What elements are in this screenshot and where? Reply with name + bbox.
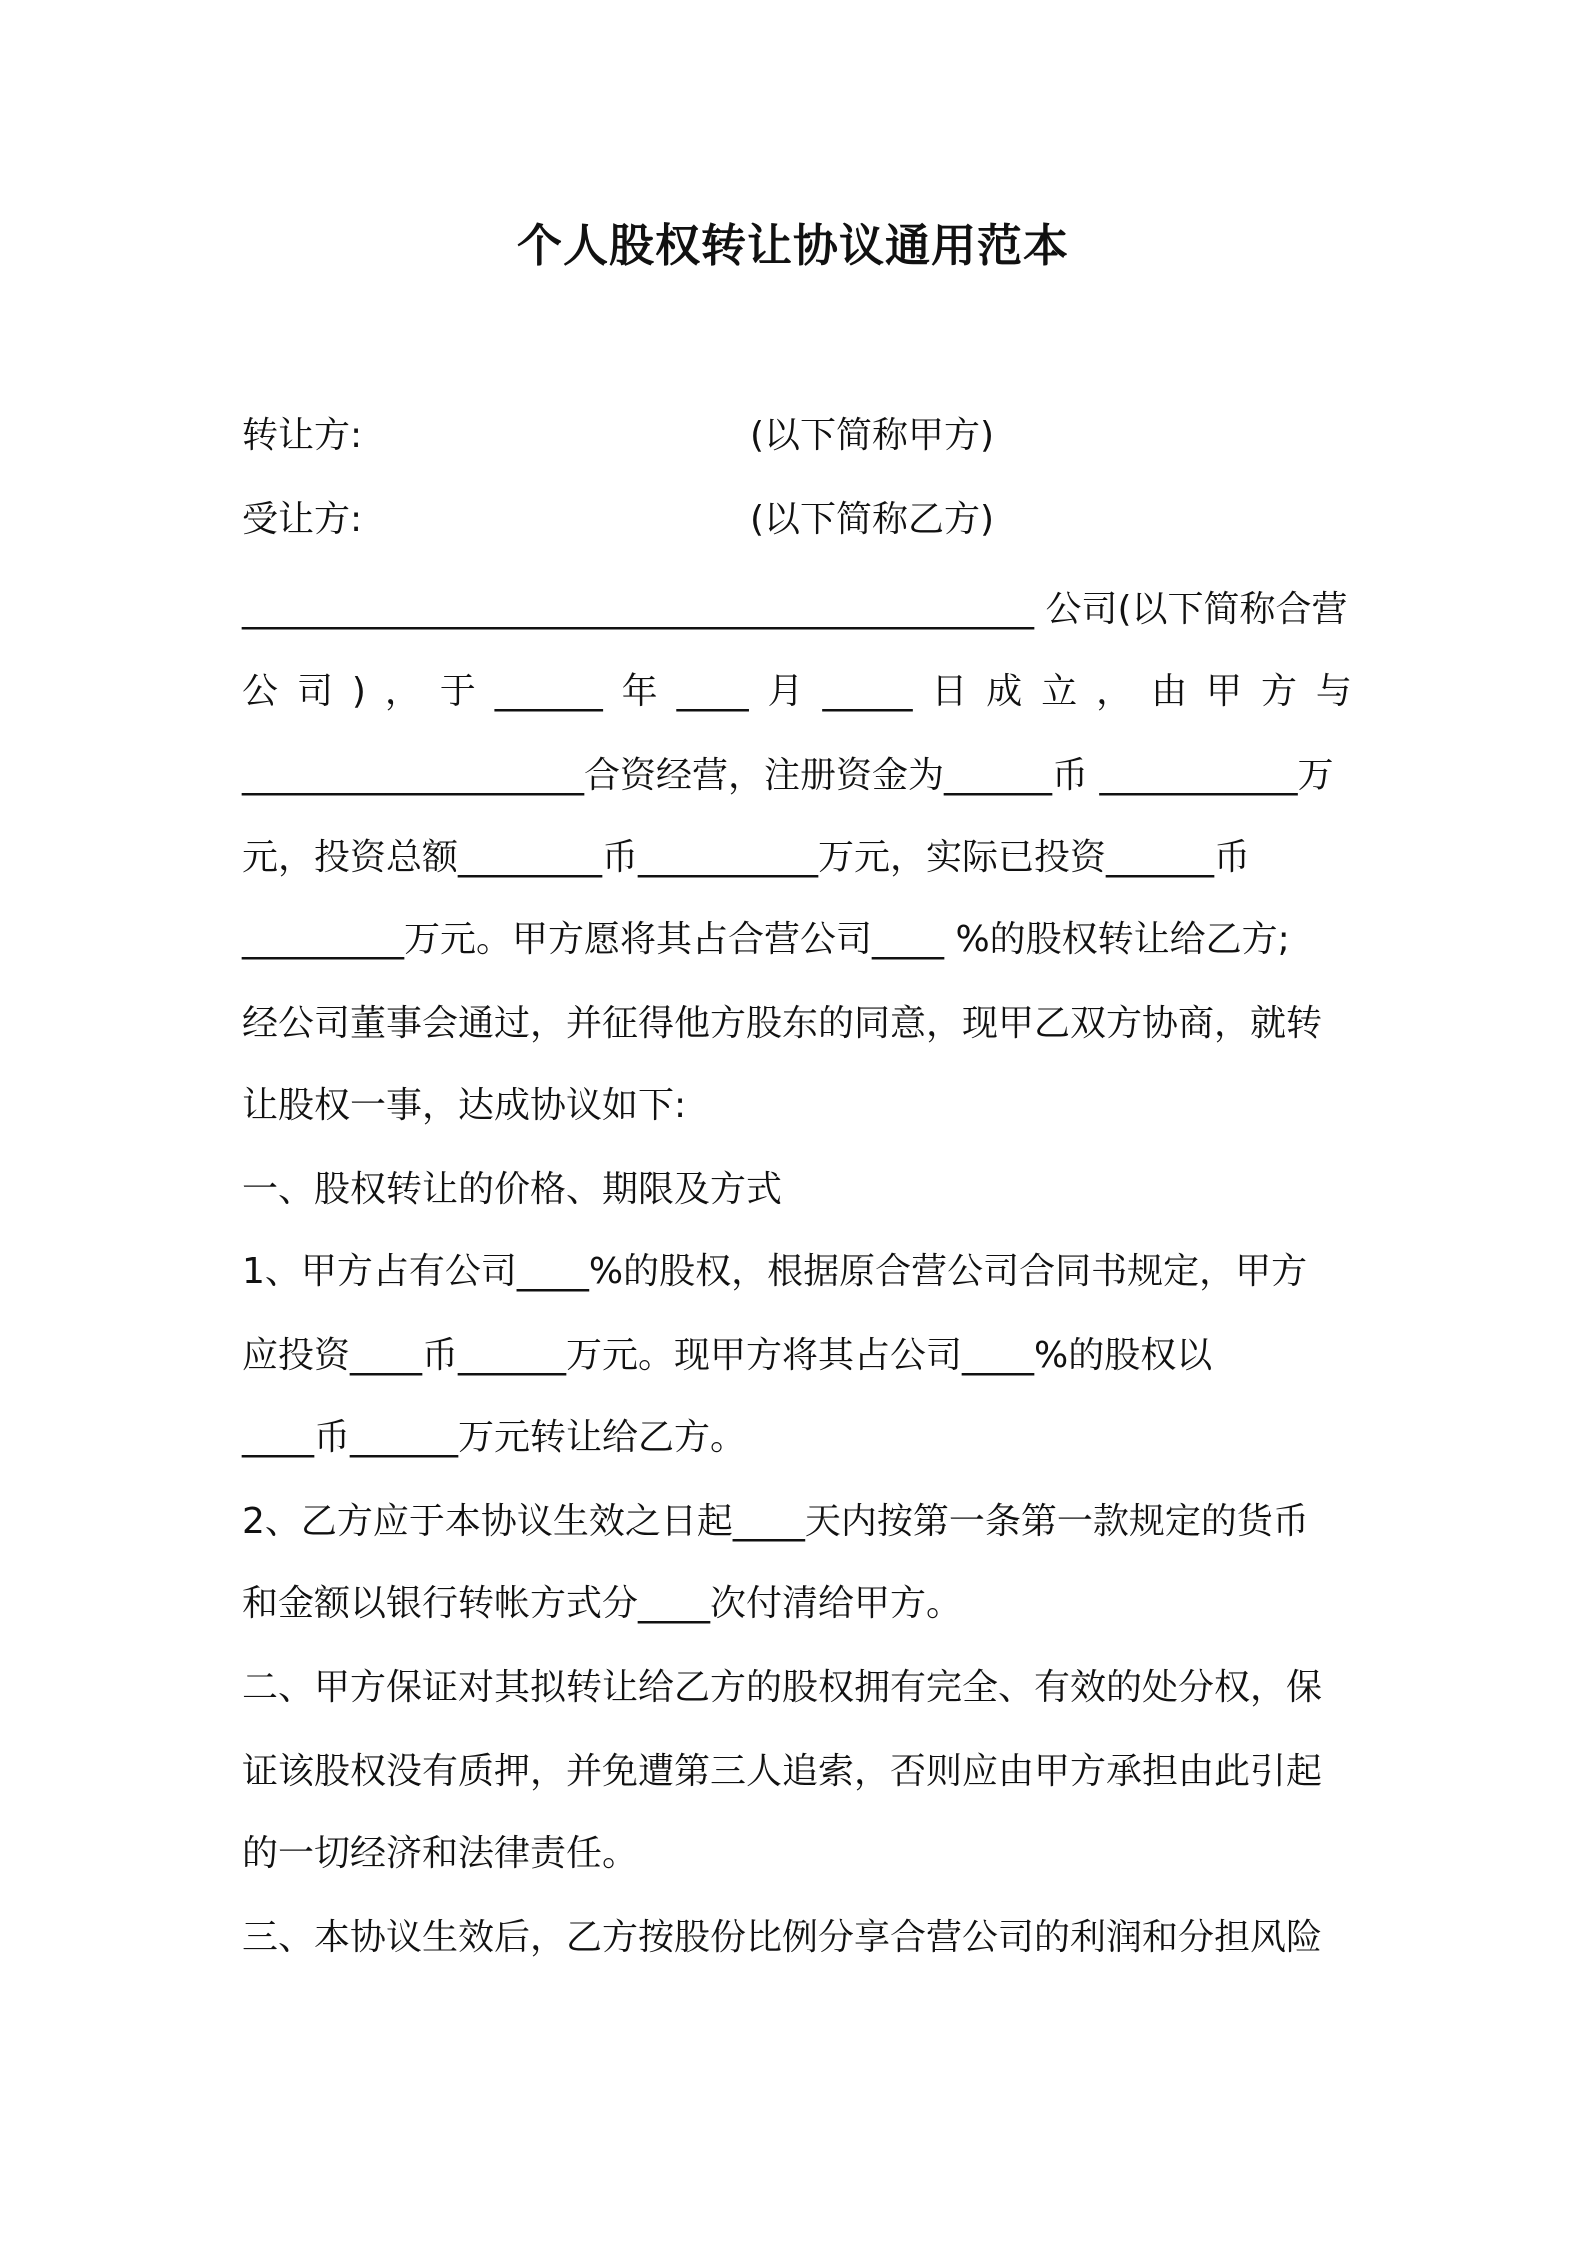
text-fragment: 于: [439, 671, 476, 712]
text-fragment: 年: [621, 671, 658, 712]
body-line: _________万元。甲方愿将其占合营公司____ %的股权转让给乙方;: [242, 919, 1290, 960]
text-fragment: 日: [931, 671, 968, 712]
body-line: 1、甲方占有公司____%的股权，根据原合营公司合同书规定，甲方: [242, 1251, 1308, 1292]
body-line: [242, 666, 1352, 718]
body-line: ___________________合资经营，注册资金为______币 ___________万: [242, 755, 1334, 796]
text-fragment: ______: [494, 671, 603, 712]
text-fragment: 公: [242, 671, 279, 712]
transferor-label: 转让方:: [242, 415, 363, 456]
body-line: 让股权一事，达成协议如下:: [242, 1085, 687, 1126]
text-fragment: ，: [1096, 671, 1133, 712]
text-fragment: 司: [296, 671, 333, 712]
transferee-note: (以下简称乙方): [750, 499, 995, 540]
section-heading: 一、股权转让的价格、期限及方式: [242, 1169, 783, 1210]
body-line: 应投资____币______万元。现甲方将其占公司____%的股权以: [242, 1335, 1213, 1376]
text-fragment: ): [351, 671, 366, 712]
body-line: 的一切经济和法律责任。: [242, 1833, 639, 1874]
text-fragment: 方: [1260, 671, 1297, 712]
body-line: 2、乙方应于本协议生效之日起____天内按第一条第一款规定的货币: [242, 1501, 1309, 1542]
document-title: 个人股权转让协议通用范本: [516, 219, 1069, 272]
body-line: 三、本协议生效后，乙方按股份比例分享合营公司的利润和分担风险: [242, 1917, 1323, 1958]
transferee-label: 受让方:: [242, 499, 363, 540]
body-line: 证该股权没有质押，并免遭第三人追索，否则应由甲方承担由此引起: [242, 1751, 1323, 1792]
text-fragment: ，: [384, 671, 421, 712]
text-fragment: 成: [986, 671, 1023, 712]
text-fragment: 月: [767, 671, 804, 712]
body-line: 经公司董事会通过，并征得他方股东的同意，现甲乙双方协商，就转: [242, 1003, 1323, 1044]
body-line: 二、甲方保证对其拟转让给乙方的股权拥有完全、有效的处分权，保: [242, 1667, 1323, 1708]
text-fragment: ____: [676, 671, 749, 712]
transferor-note: (以下简称甲方): [750, 415, 995, 456]
text-fragment: _____: [822, 671, 913, 712]
body-line: 元，投资总额________币__________万元，实际已投资______币: [242, 837, 1251, 878]
body-line: ____币______万元转让给乙方。: [242, 1417, 747, 1458]
text-fragment: 与: [1315, 671, 1352, 712]
text-fragment: 甲: [1206, 671, 1243, 712]
text-fragment: 由: [1151, 671, 1188, 712]
body-line: ____________________________________________ 公司(以下简称合营: [242, 589, 1348, 630]
text-fragment: 立: [1041, 671, 1078, 712]
body-line: 和金额以银行转帐方式分____次付清给甲方。: [242, 1583, 963, 1624]
